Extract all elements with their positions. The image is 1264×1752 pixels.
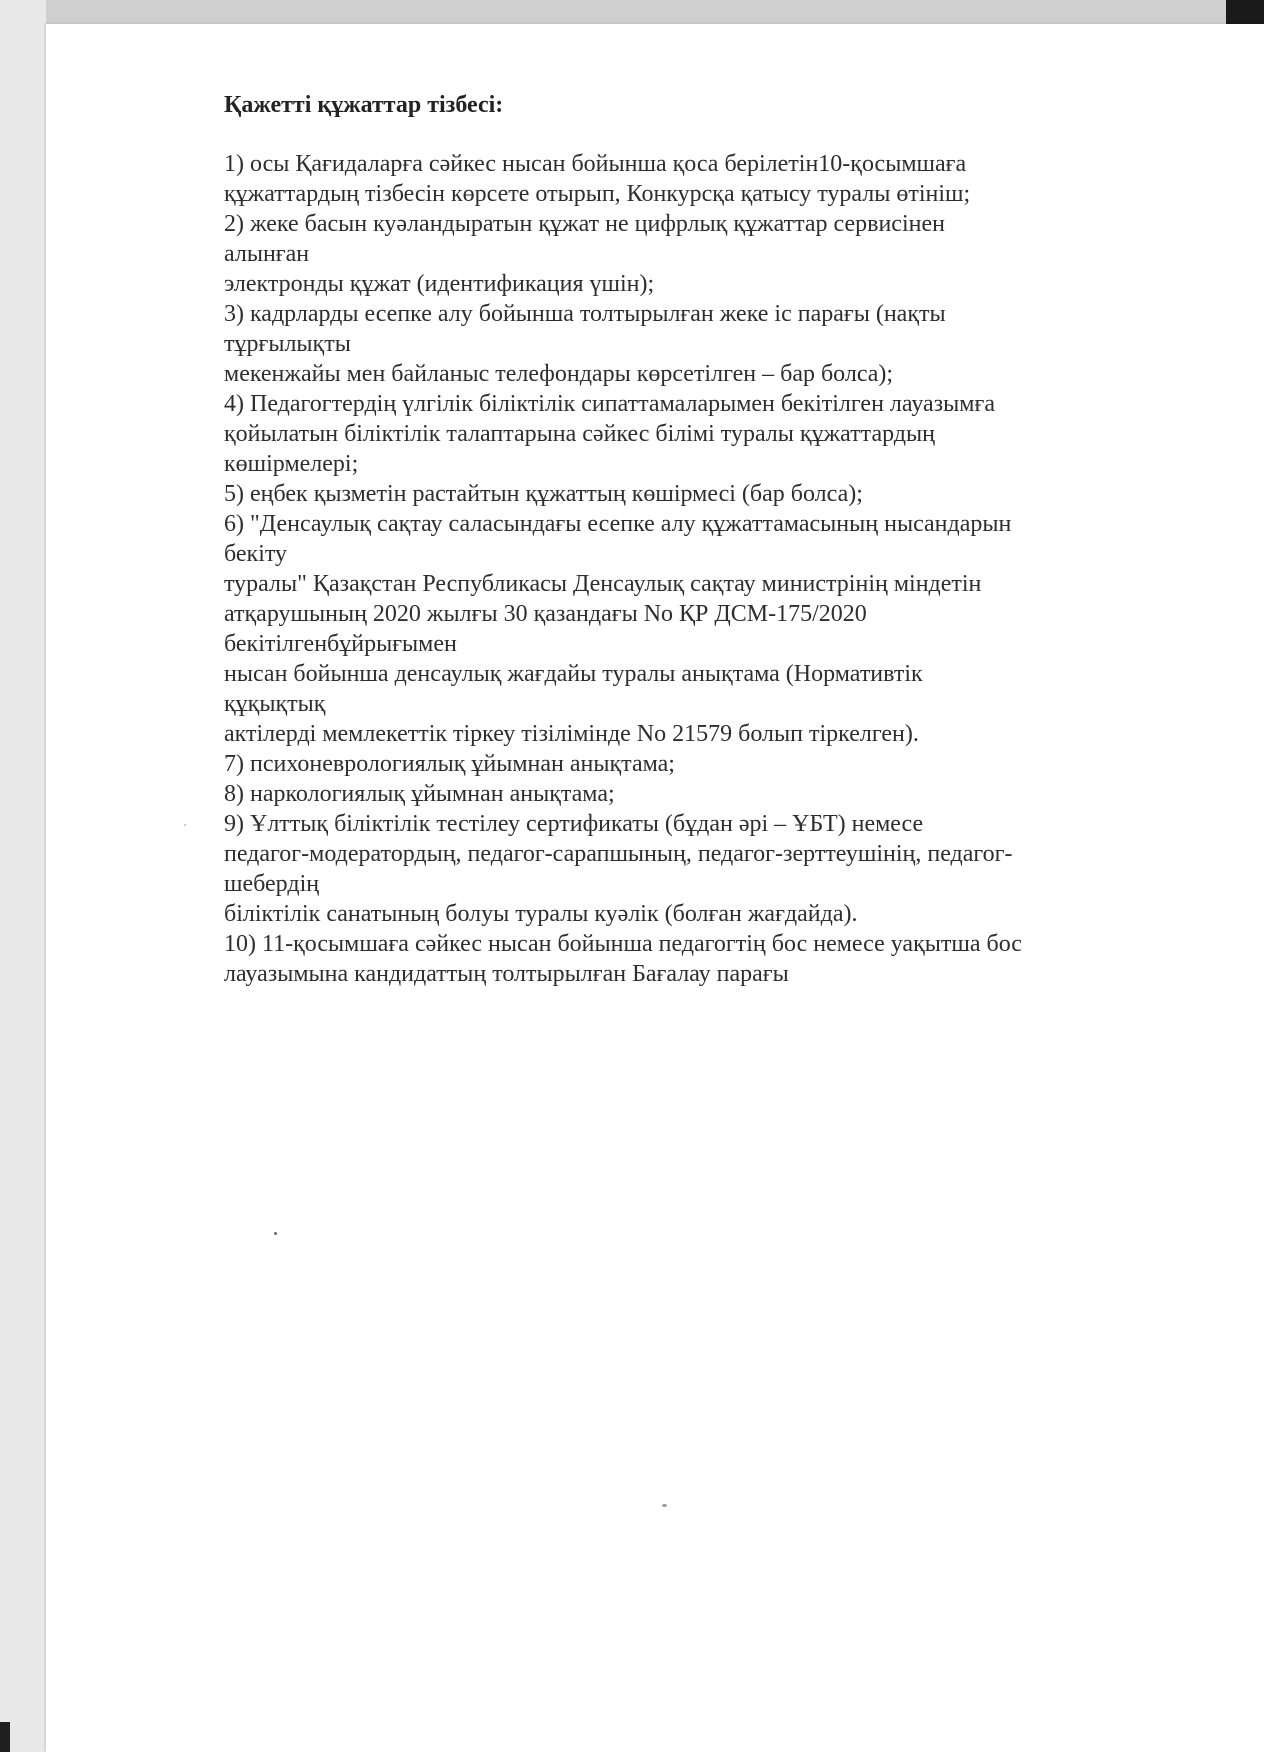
document-content (224, 90, 1234, 989)
document-title: Қажетті құжаттар тізбесі: (224, 92, 504, 118)
scan-border-top (0, 0, 1264, 22)
document-line: лауазымына кандидаттың толтырылған Бағалау парағы (224, 961, 789, 987)
document-line: құқықтық (224, 691, 326, 717)
document-line: 7) психоневрологиялық ұйымнан анықтама; (224, 751, 675, 777)
scan-border-left (0, 0, 46, 1752)
scan-speck (662, 1504, 667, 1507)
document-line: электронды құжат (идентификация үшін); (224, 271, 655, 297)
document-line: атқарушының 2020 жылғы 30 қазандағы No ҚР ДСМ-175/2020 (224, 601, 867, 627)
document-line: 10) 11-қосымшаға сәйкес нысан бойынша педагогтің бос немесе уақытша бос (224, 931, 1022, 957)
document-line: 9) Ұлттық біліктілік тестілеу сертификаты (бұдан әрі – ҰБТ) немесе (224, 811, 924, 837)
document-line: 5) еңбек қызметін растайтын құжаттың көшірмесі (бар болса); (224, 481, 863, 507)
document-line: қойылатын біліктілік талаптарына сәйкес білімі туралы құжаттардың (224, 421, 935, 447)
document-line: бекіту (224, 541, 288, 567)
document-line: 6) "Денсаулық сақтау саласындағы есепке алу құжаттамасының нысандарын (224, 511, 1012, 537)
document-line: мекенжайы мен байланыс телефондары көрсетілген – бар болса); (224, 361, 894, 387)
scan-speck (184, 824, 186, 826)
document-line: 4) Педагогтердің үлгілік біліктілік сипаттамаларымен бекітілген лауазымға (224, 391, 995, 417)
document-line: шебердің (224, 871, 320, 897)
scan-corner-dark-bottom (0, 1722, 10, 1752)
document-line: туралы" Қазақстан Республикасы Денсаулық сақтау министрінің міндетін (224, 571, 982, 597)
document-line: 2) жеке басын куәландыратын құжат не цифрлық құжаттар сервисінен (224, 211, 945, 237)
document-line: педагог-модератордың, педагог-сарапшының, педагог-зерттеушінің, педагог- (224, 841, 1013, 867)
document-line: 8) наркологиялық ұйымнан анықтама; (224, 781, 615, 807)
document-line: құжаттардың тізбесін көрсете отырып, Конкурсқа қатысу туралы өтініш; (224, 181, 971, 207)
document-line: біліктілік санатының болуы туралы куәлік (болған жағдайда). (224, 901, 858, 927)
document-line: бекітілгенбұйрығымен (224, 631, 457, 657)
document-line: алынған (224, 241, 310, 267)
document-lines (224, 149, 1234, 989)
document-line: 1) осы Қағидаларға сәйкес нысан бойынша қоса берілетін10-қосымшаға (224, 151, 967, 177)
document-line: актілерді мемлекеттік тіркеу тізілімінде No 21579 болып тіркелген). (224, 721, 919, 747)
document-line: көшірмелері; (224, 451, 359, 477)
document-line: нысан бойынша денсаулық жағдайы туралы анықтама (Нормативтік (224, 661, 923, 687)
document-line: тұрғылықты (224, 331, 351, 357)
scan-speck (274, 1232, 277, 1235)
document-page (46, 24, 1264, 1752)
document-line: 3) кадрларды есепке алу бойынша толтырылған жеке іс парағы (нақты (224, 301, 946, 327)
